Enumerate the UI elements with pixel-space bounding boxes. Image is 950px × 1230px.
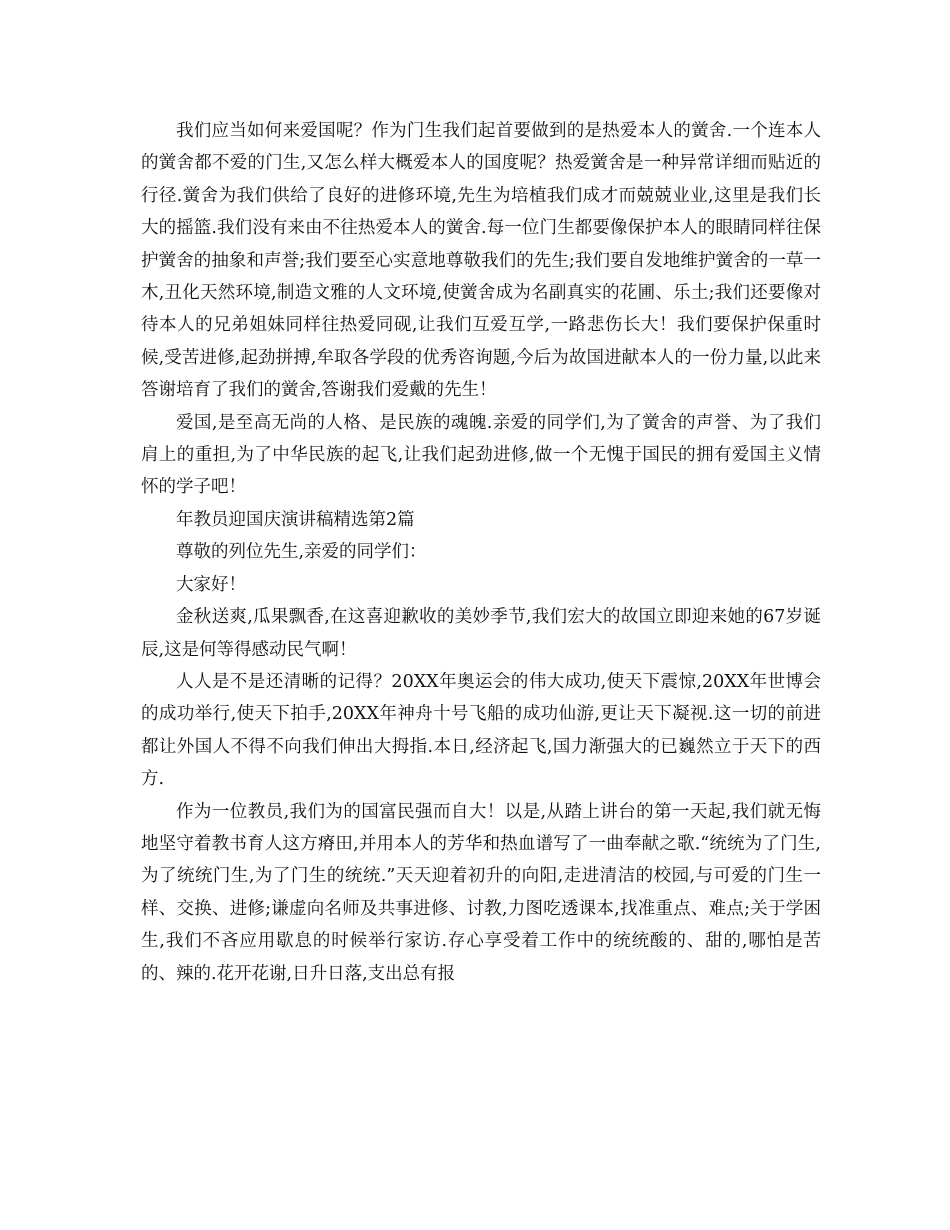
paragraph-achievements: 人人是不是还清晰的记得？20XX年奥运会的伟大成功,使天下震惊,20XX年世博会的成功举行,使天下拍手,20XX年神舟十号飞船的成功仙游,更让天下凝视.这一切的前进都让外国人不得不向我们伸出大拇指.本日,经济起飞,国力渐强大的已巍然立于天下的西方. xyxy=(141,671,821,790)
greeting: 大家好！ xyxy=(176,574,246,595)
paragraph-patriotism: 爱国,是至高无尚的人格、是民族的魂魄.亲爱的同学们,为了黉舍的声誉、为了我们肩上的重担,为了中华民族的起飞,让我们起劲进修,做一个无愧于国民的拥有爱国主义情怀的学子吧！ xyxy=(141,412,821,498)
section-title: 年教员迎国庆演讲稿精选第2篇 xyxy=(176,509,415,530)
paragraph-autumn: 金秋送爽,瓜果飘香,在这喜迎歉收的美妙季节,我们宏大的故国立即迎来她的67岁诞辰,这是何等得感动民气啊！ xyxy=(141,607,821,660)
paragraph-teacher: 作为一位教员,我们为的国富民强而自大！以是,从踏上讲台的第一天起,我们就无悔地坚守着教书育人这方瘠田,并用本人的芳华和热血谱写了一曲奉献之歌.“统统为了门生,为了统统门生,为了门生的统统.”天天迎着初升的向阳,走进清洁的校园,与可爱的门生一样、交换、进修;谦虚向名师及共事进修、讨教,力图吃透课本,找准重点、难点;关于学困生,我们不吝应用歇息的时候举行家访.存心享受着工作中的统统酸的、甜的,哪怕是苦的、辣的.花开花谢,日升日落,支出总有报 xyxy=(141,801,821,984)
paragraph-love-school: 我们应当如何来爱国呢？作为门生我们起首要做到的是热爱本人的黉舍.一个连本人的黉舍都不爱的门生,又怎么样大概爱本人的国度呢？热爱黉舍是一种异常详细而贴近的行径.黉舍为我们供给了良好的进修环境,先生为培植我们成才而兢兢业业,这里是我们长大的摇篮.我们没有来由不往热爱本人的黉舍.每一位门生都要像保护本人的眼睛同样往保护黉舍的抽象和声誉;我们要至心实意地尊敬我们的先生;我们要自发地维护黉舍的一草一木,丑化天然环境,制造文雅的人文环境,使黉舍成为名副真实的花圃、乐土;我们还要像对待本人的兄弟姐妹同样往热爱同砚,让我们互爱互学,一路悲伤长大！我们要保护保重时候,受苦进修,起劲拼搏,牟取各学段的优秀咨询题,今后为故国进献本人的一份力量,以此来答谢培育了我们的黉舍,答谢我们爱戴的先生！ xyxy=(141,121,821,401)
document-page xyxy=(141,115,821,990)
salutation: 尊敬的列位先生,亲爱的同学们： xyxy=(176,542,427,563)
